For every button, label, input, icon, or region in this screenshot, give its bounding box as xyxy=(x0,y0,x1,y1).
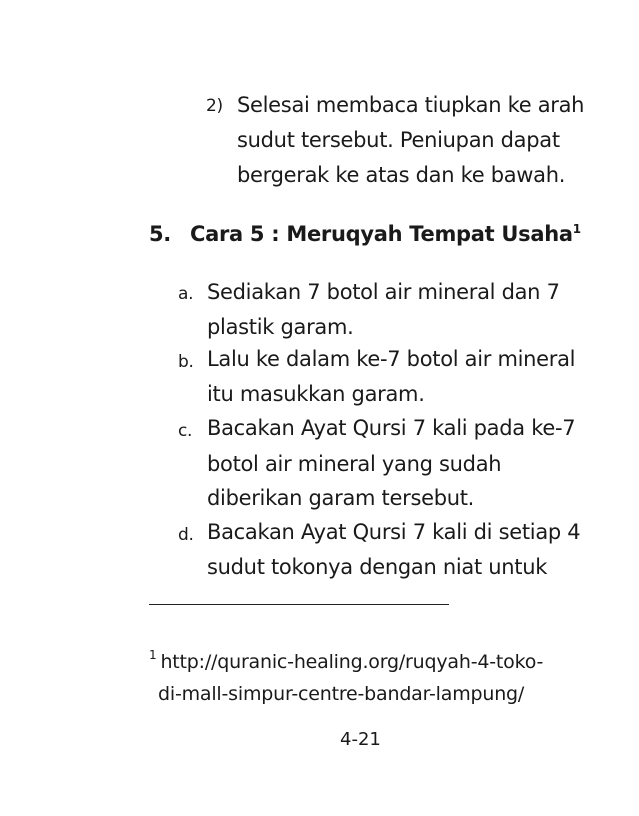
step-c-line-1: Bacakan Ayat Qursi 7 kali pada ke-7 xyxy=(207,416,576,440)
footnote-url-part-2: di-mall-simpur-centre-bandar-lampung/ xyxy=(158,683,525,705)
step-b-marker: b. xyxy=(178,352,194,372)
step-b-line-1: Lalu ke dalam ke-7 botol air mineral xyxy=(207,347,576,371)
step-c-line-3: diberikan garam tersebut. xyxy=(207,486,475,510)
footnote-number: 1 xyxy=(149,648,157,662)
step-a-line-2: plastik garam. xyxy=(207,315,354,339)
item-2-line-1: Selesai membaca tiupkan ke arah xyxy=(237,93,585,117)
footnote-separator xyxy=(149,604,449,605)
step-d-marker: d. xyxy=(178,525,194,545)
footnote-url-part-1: http://quranic-healing.org/ruqyah-4-toko- xyxy=(160,651,544,673)
page-number: 4-21 xyxy=(340,729,381,750)
step-d-line-1: Bacakan Ayat Qursi 7 kali di setiap 4 xyxy=(207,520,581,544)
item-2-line-2: sudut tersebut. Peniupan dapat xyxy=(237,128,560,152)
step-c-marker: c. xyxy=(178,421,193,441)
step-b-line-2: itu masukkan garam. xyxy=(207,382,425,406)
step-a-line-1: Sediakan 7 botol air mineral dan 7 xyxy=(207,280,560,304)
step-a-marker: a. xyxy=(178,284,194,304)
footnote-line-1 xyxy=(149,648,543,678)
footnote-reference: 1 xyxy=(572,222,581,236)
step-d-line-2: sudut tokonya dengan niat untuk xyxy=(207,555,548,579)
section-title: Cara 5 : Meruqyah Tempat Usaha xyxy=(190,222,573,246)
footnote-line-2 xyxy=(158,680,524,708)
step-c-line-2: botol air mineral yang sudah xyxy=(207,452,502,476)
item-2-line-3: bergerak ke atas dan ke bawah. xyxy=(237,163,566,187)
item-2-marker: 2) xyxy=(206,96,223,116)
section-heading xyxy=(149,218,581,250)
section-number: 5. xyxy=(149,222,171,246)
